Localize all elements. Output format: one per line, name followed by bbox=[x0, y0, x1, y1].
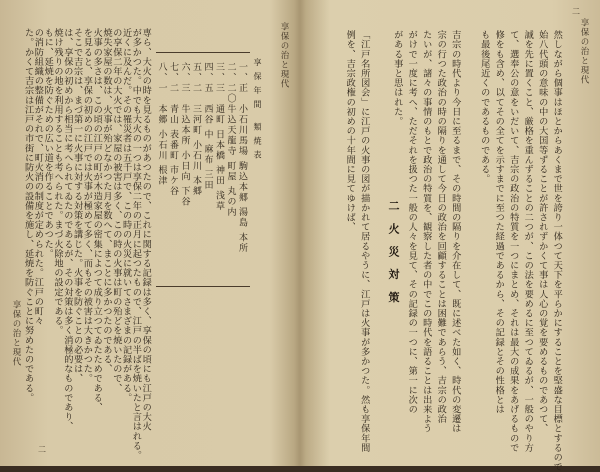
text-column: 焼失家屋の数は、火事が殆どなかつた月を数へて、まことに多かつたのである、 bbox=[101, 28, 112, 374]
table-header: 享保年間 類焼表 bbox=[253, 58, 262, 165]
left-footer-head: 享保の治と現代 bbox=[11, 300, 21, 367]
text-column: の消防組織の整備がそれで、町火消の制度が定められた。江戸の町々 bbox=[32, 28, 44, 326]
table-row-date: 五、二 bbox=[191, 62, 201, 94]
text-column: そこで吉宗は、まづ第一に火事に対する対策を講じた。火事を防ぐことの必要は、 bbox=[71, 28, 83, 384]
table-row-date: 一、正 bbox=[237, 62, 247, 94]
text-column: も最後尾近くのであるものである。 bbox=[478, 30, 490, 184]
text-column: 焼け残りの地を利用することも考へられた。まづ火除地の設定である。 bbox=[52, 28, 63, 336]
text-column: は、享保の初めから相当に考へられてゐたのであるが、その対策は多く消極的なものであり、 bbox=[61, 28, 73, 432]
text-column: 吉宗の時代より今日に至るまで、その時間の隔りを介在して、既に述べた如く、時代の変遷は bbox=[449, 30, 461, 434]
text-column: 然しながら個事はほとからあくまで世を誇り一体つて天下を平らかにすることを堅盛な目標とするので bbox=[551, 30, 563, 472]
text-column: が多かつた。中でも大火の一つは享保二年の正月に起つたもので、江戸の半ばを焼いたと言はれる。 bbox=[130, 28, 142, 460]
table-row-date: 三、三 bbox=[214, 62, 224, 94]
table-row-date: 四、五 bbox=[202, 62, 213, 94]
right-page-number: 二 bbox=[572, 7, 580, 16]
text-column: がある事と思はれた。 bbox=[391, 30, 403, 126]
text-column: の享保二年の大火では、家屋の被害は多く、この時の火事は町の殆どを焼いたので、 bbox=[110, 28, 122, 393]
table-row-places: 小石川馬場 駒込本郷 湯島 本所 bbox=[237, 104, 247, 254]
table-bottom-rule bbox=[156, 286, 250, 287]
table-top-rule bbox=[156, 52, 250, 53]
text-column: 「江戸名所図会」に江戸の火事の図が描かれて居るやうに、江戸は火事が多かつた。然も享保年間 bbox=[358, 30, 370, 453]
text-column: 修をも含め、以てその全てを示すまでに至つた経過であるから、その記録とその性格とは bbox=[493, 30, 505, 414]
right-page bbox=[302, 0, 600, 472]
text-column: 始八代頭の意味の中の大国等ずることが許されずかくて事は人心の覚を要めるものであつて、 bbox=[536, 30, 548, 434]
table-row-places: 青山 表番町 市ケ谷 bbox=[168, 104, 178, 197]
table-row-date: 八、一 bbox=[156, 62, 167, 94]
text-column: 誠を先に置くこと、厳格を重んずることの二つが、この法を要めるに至つてゐるが、一般のやり方 bbox=[522, 30, 534, 453]
left-page bbox=[0, 0, 298, 466]
text-column: もに、延焼を防ぐための広い道を作ることであつた。 bbox=[42, 28, 54, 259]
table-row-places: 牛込天龍寺 町屋 丸の内 bbox=[225, 104, 236, 218]
text-column: 近くに及んだ。その罹災者は五千戸で、この時の火災に就いてさまざまの記録がある。 bbox=[120, 28, 132, 403]
text-column: て、選奉公の意をいだいて、吉宗の政治の特質を一つにまとめ、それは最大の成果をあげるもので bbox=[507, 30, 519, 453]
table-row-date: 六、三 bbox=[179, 62, 190, 94]
table-row-places: 通町 日本橋 神田 浅草 bbox=[214, 104, 224, 212]
text-column: がけで一度に考へ、ただそれを扱つた一般の人々を見て、その記録の一つに、第一に次の bbox=[406, 30, 418, 414]
table-row-places: 西谷 中 麻布 三田 bbox=[202, 104, 213, 191]
table-row-places: 三河町 小石川 本郷 bbox=[191, 104, 201, 197]
text-column: たいが、諸々の事情のもとで政治の特質を、観察した者の中でこの時代を語ることは出来よう bbox=[420, 30, 432, 434]
text-column: た。かくて吉宗は江戸の市街に防火の設備を施し、延焼を防ぐことに努めたのである。 bbox=[22, 28, 34, 403]
left-page-number: 二 bbox=[38, 445, 46, 454]
table-row-date: 七、二 bbox=[168, 62, 178, 94]
text-column: 例を、吉宗政権の初めの十年間に見てゆけば、 bbox=[344, 30, 356, 232]
text-column: を見ると、享保の初めの江戸では火事が極めて多く、而もその被害は大きかつた。 bbox=[81, 28, 93, 384]
table-row-places: 本郷 小石川 根津 bbox=[156, 104, 167, 187]
text-column: 宗の行つた政治の時の隔りを通して今日の政治を回顧することは困難であらう、吉宗の政治 bbox=[435, 30, 447, 424]
right-running-head: 享保の治と現代 bbox=[579, 18, 589, 85]
text-column: 専ら、大火の時を見るものがあつたので、これに関する記録は多く、享保の頃にも江戸の大火 bbox=[140, 28, 152, 432]
section-heading: 二 火 災 対 策 bbox=[387, 200, 400, 307]
table-row-places: 牛込本所 小日向 下谷 bbox=[179, 104, 190, 208]
left-running-head: 享保の治と現代 bbox=[279, 22, 289, 89]
table-row-date: 二、二〇 bbox=[225, 62, 236, 104]
text-column: 火事の多さは、この頃の江戸の町が木造家屋の密集によつて成り立つてゐたためである、 bbox=[91, 28, 103, 412]
